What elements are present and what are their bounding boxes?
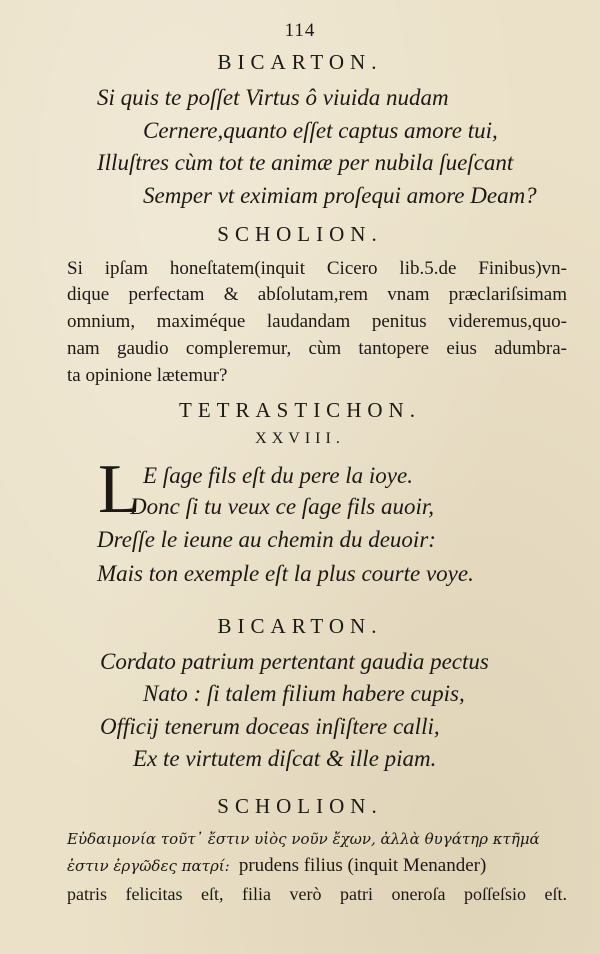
bicarton-heading-2: BICARTON.	[217, 614, 383, 638]
scholion-heading-2: SCHOLION.	[217, 794, 383, 818]
drop-cap-letter: L	[98, 451, 141, 528]
scholion-2-latin-line-2: prudens filius (inquit Menander)	[238, 855, 487, 876]
bicarton-2-line-1: Cordato patrium pertentant gaudia pectus	[100, 649, 489, 674]
bicarton-1-line-3: Illuſtres cùm tot te animæ per nubila ſueſcant	[97, 150, 514, 175]
tetrastichon-line-2: Donc ſi tu veux ce ſage fils auoir,	[130, 494, 435, 519]
bicarton-2-line-4: Ex te virtutem diſcat & ille piam.	[133, 746, 437, 771]
scholion-1-line-3: omnium, maximéque laudandam penitus videremus,quo-	[67, 311, 567, 332]
tetrastichon-line-3: Dreſſe le ieune au chemin du deuoir:	[97, 527, 436, 552]
scholion-2-greek-line-2: ἐστιν ἐργῶδες πατρί:	[67, 857, 230, 875]
bicarton-1-line-2: Cernere,quanto eſſet captus amore tui,	[143, 118, 498, 143]
bicarton-2-line-3: Officij tenerum doceas inſiſtere calli,	[100, 714, 440, 739]
bicarton-heading-1: BICARTON.	[217, 50, 383, 74]
tetrastichon-heading: TETRASTICHON.	[179, 398, 421, 422]
tetrastichon-line-4: Mais ton exemple eſt la plus courte voye.	[97, 561, 474, 586]
tetrastichon-line-1: E ſage fils eſt du pere la ioye.	[143, 463, 413, 488]
scholion-heading-1: SCHOLION.	[217, 222, 383, 246]
bicarton-1-line-1: Si quis te poſſet Virtus ô viuida nudam	[97, 85, 449, 110]
bicarton-1-line-4: Semper vt eximiam proſequi amore Deam?	[143, 183, 537, 208]
bicarton-2-line-2: Nato : ſi talem filium habere cupis,	[143, 681, 465, 706]
scholion-2-line-3: patris felicitas eſt, filia verò patri oneroſa poſſeſsio eſt.	[67, 884, 567, 904]
tetrastichon-number: XXVIII.	[255, 430, 345, 447]
scholion-1-line-2: dique perfectam & abſolutam,rem vnam præclariſsimam	[67, 284, 567, 305]
scholion-1-line-4: nam gaudio compleremur, cùm tantopere eius adumbra-	[67, 338, 567, 359]
scholion-1-line-1: Si ipſam honeſtatem(inquit Cicero lib.5.de Finibus)vn-	[67, 258, 567, 279]
scholion-1-line-5: ta opinione lætemur?	[67, 365, 228, 386]
scholion-2-line-2	[67, 855, 567, 877]
page-number: 114	[284, 20, 316, 41]
scholion-2-greek-line-1: Εὐδαιμονία τοῦτ᾽ ἔστιν υἱὸς νοῦν ἔχων, ἀλλὰ θυγάτηρ κτῆμά	[67, 830, 540, 848]
